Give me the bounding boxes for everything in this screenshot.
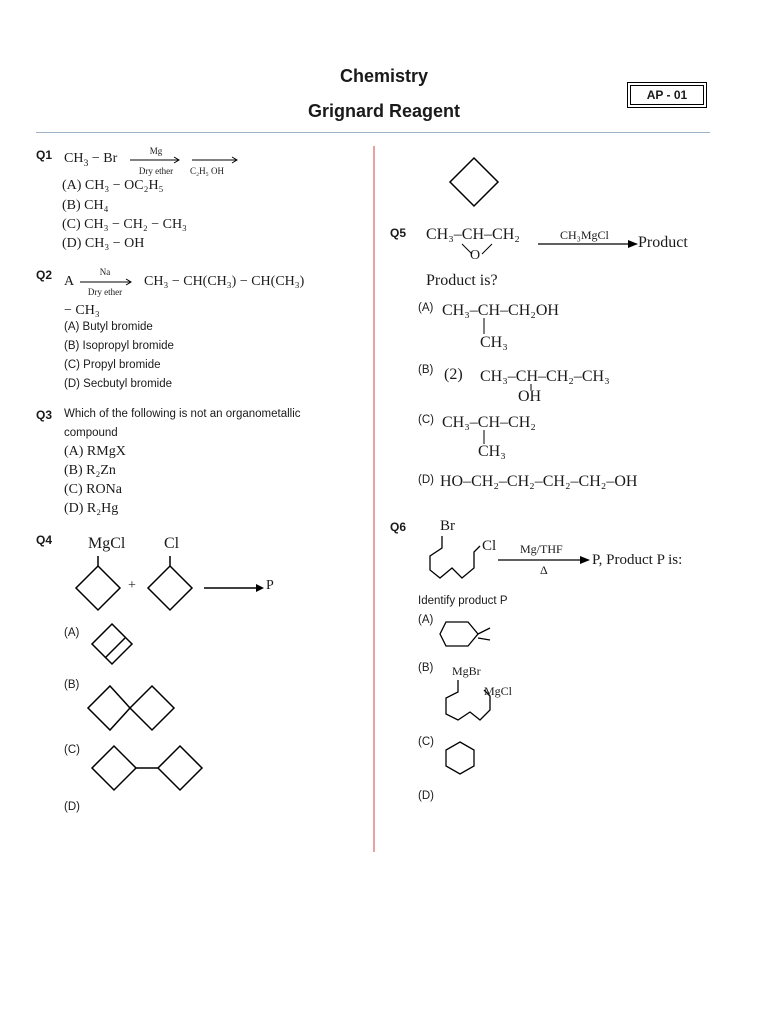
q2-reactant: A bbox=[64, 274, 75, 289]
q6-substituent-cl: Cl bbox=[482, 538, 497, 554]
q6-number: Q6 bbox=[390, 520, 407, 534]
q6-substituent-br: Br bbox=[440, 518, 455, 534]
q5-option-c-line2: CH₃ bbox=[478, 443, 506, 460]
q5-option-d-text: HO–CH₂–CH₂–CH₂–CH₂–OH bbox=[440, 473, 638, 490]
paper-code-badge: AP - 01 bbox=[630, 85, 704, 105]
q1-option-b: (B) CH₄ bbox=[62, 198, 109, 213]
topic-title: Grignard Reagent bbox=[307, 101, 461, 121]
q6-option-b-mgbr: MgBr bbox=[452, 664, 481, 678]
q5-reagent: CH₃MgCl bbox=[560, 228, 609, 242]
q2-reagent-bottom: Dry ether bbox=[87, 287, 123, 297]
q1-reagent2: C₂H₅ OH bbox=[190, 166, 225, 176]
q5-reactant: CH₃–CH–CH₂ bbox=[426, 226, 520, 243]
q5-option-a-line1: CH₃–CH–CH₂OH bbox=[442, 302, 559, 319]
q2-product-line2: − CH₃ bbox=[64, 303, 100, 318]
q2-reagent-top: Na bbox=[99, 267, 111, 277]
q6-prompt: Identify product P bbox=[418, 595, 508, 607]
q6-option-b-mgcl: MgCl bbox=[484, 684, 513, 698]
q3-text-line2: compound bbox=[64, 427, 118, 439]
q4-number: Q4 bbox=[36, 533, 53, 547]
q5-number: Q5 bbox=[390, 226, 407, 240]
q4-option-a: (A) bbox=[64, 627, 80, 639]
q5-option-b-label: (B) bbox=[418, 364, 434, 376]
q5-question: Product is? bbox=[426, 272, 498, 289]
q6-option-d-label: (D) bbox=[418, 790, 434, 802]
q4-option-b: (B) bbox=[64, 679, 80, 691]
q2-product-line1: CH₃ − CH(CH₃) − CH(CH₃) bbox=[144, 274, 305, 289]
q6-option-c-label: (C) bbox=[418, 736, 434, 748]
q1-option-c: (C) CH₃ − CH₂ − CH₃ bbox=[62, 217, 187, 232]
q6-reagent-top: Mg/THF bbox=[520, 542, 563, 556]
q4-option-c: (C) bbox=[64, 744, 80, 756]
q5-option-a-label: (A) bbox=[418, 302, 434, 314]
q1-option-a: (A) CH₃ − OC₂H₅ bbox=[62, 178, 164, 193]
q5-option-b-prefix: (2) bbox=[444, 366, 463, 383]
q5-product: Product bbox=[638, 234, 688, 251]
q1-reagent-bottom: Dry ether bbox=[138, 166, 174, 176]
q6-product-text: P, Product P is: bbox=[592, 552, 683, 568]
q3-option-a: (A) RMgX bbox=[64, 444, 126, 459]
q5-option-b-line2: OH bbox=[518, 388, 542, 405]
q4-product: P bbox=[266, 578, 274, 593]
q1-number: Q1 bbox=[36, 148, 53, 162]
q2-option-c: (C) Propyl bromide bbox=[64, 359, 161, 371]
q3-option-c: (C) RONa bbox=[64, 482, 122, 497]
q2-number: Q2 bbox=[36, 268, 53, 282]
q1-option-d: (D) CH₃ − OH bbox=[62, 236, 145, 251]
q1-reagent-top: Mg bbox=[149, 146, 163, 156]
q5-option-a-line2: CH₃ bbox=[480, 334, 508, 351]
q4-substituent-mgcl: MgCl bbox=[88, 535, 126, 552]
q6-option-a-label: (A) bbox=[418, 614, 434, 626]
q4-plus: + bbox=[128, 578, 136, 593]
q3-option-d: (D) R₂Hg bbox=[64, 501, 119, 516]
subject-title: Chemistry bbox=[339, 66, 429, 86]
q5-epoxide-oxygen: O bbox=[470, 248, 481, 263]
q2-option-b: (B) Isopropyl bromide bbox=[64, 340, 174, 352]
q2-option-d: (D) Secbutyl bromide bbox=[64, 378, 173, 390]
q2-option-a: (A) Butyl bromide bbox=[64, 321, 153, 333]
q5-option-c-line1: CH₃–CH–CH₂ bbox=[442, 414, 536, 431]
q3-option-b: (B) R₂Zn bbox=[64, 463, 116, 478]
q1-reactant: $CH_3 - Br$ bbox=[64, 151, 118, 169]
q4-substituent-cl: Cl bbox=[164, 535, 180, 552]
q5-option-b-line1: CH₃–CH–CH₂–CH₃ bbox=[480, 368, 610, 385]
q5-option-d-label: (D) bbox=[418, 474, 434, 486]
q6-option-b-label: (B) bbox=[418, 662, 434, 674]
q3-number: Q3 bbox=[36, 408, 53, 422]
q3-text-line1: Which of the following is not an organometallic bbox=[64, 408, 301, 420]
q5-option-c-label: (C) bbox=[418, 414, 434, 426]
q4-option-d: (D) bbox=[64, 801, 80, 813]
q6-reagent-bottom: Δ bbox=[540, 563, 548, 577]
